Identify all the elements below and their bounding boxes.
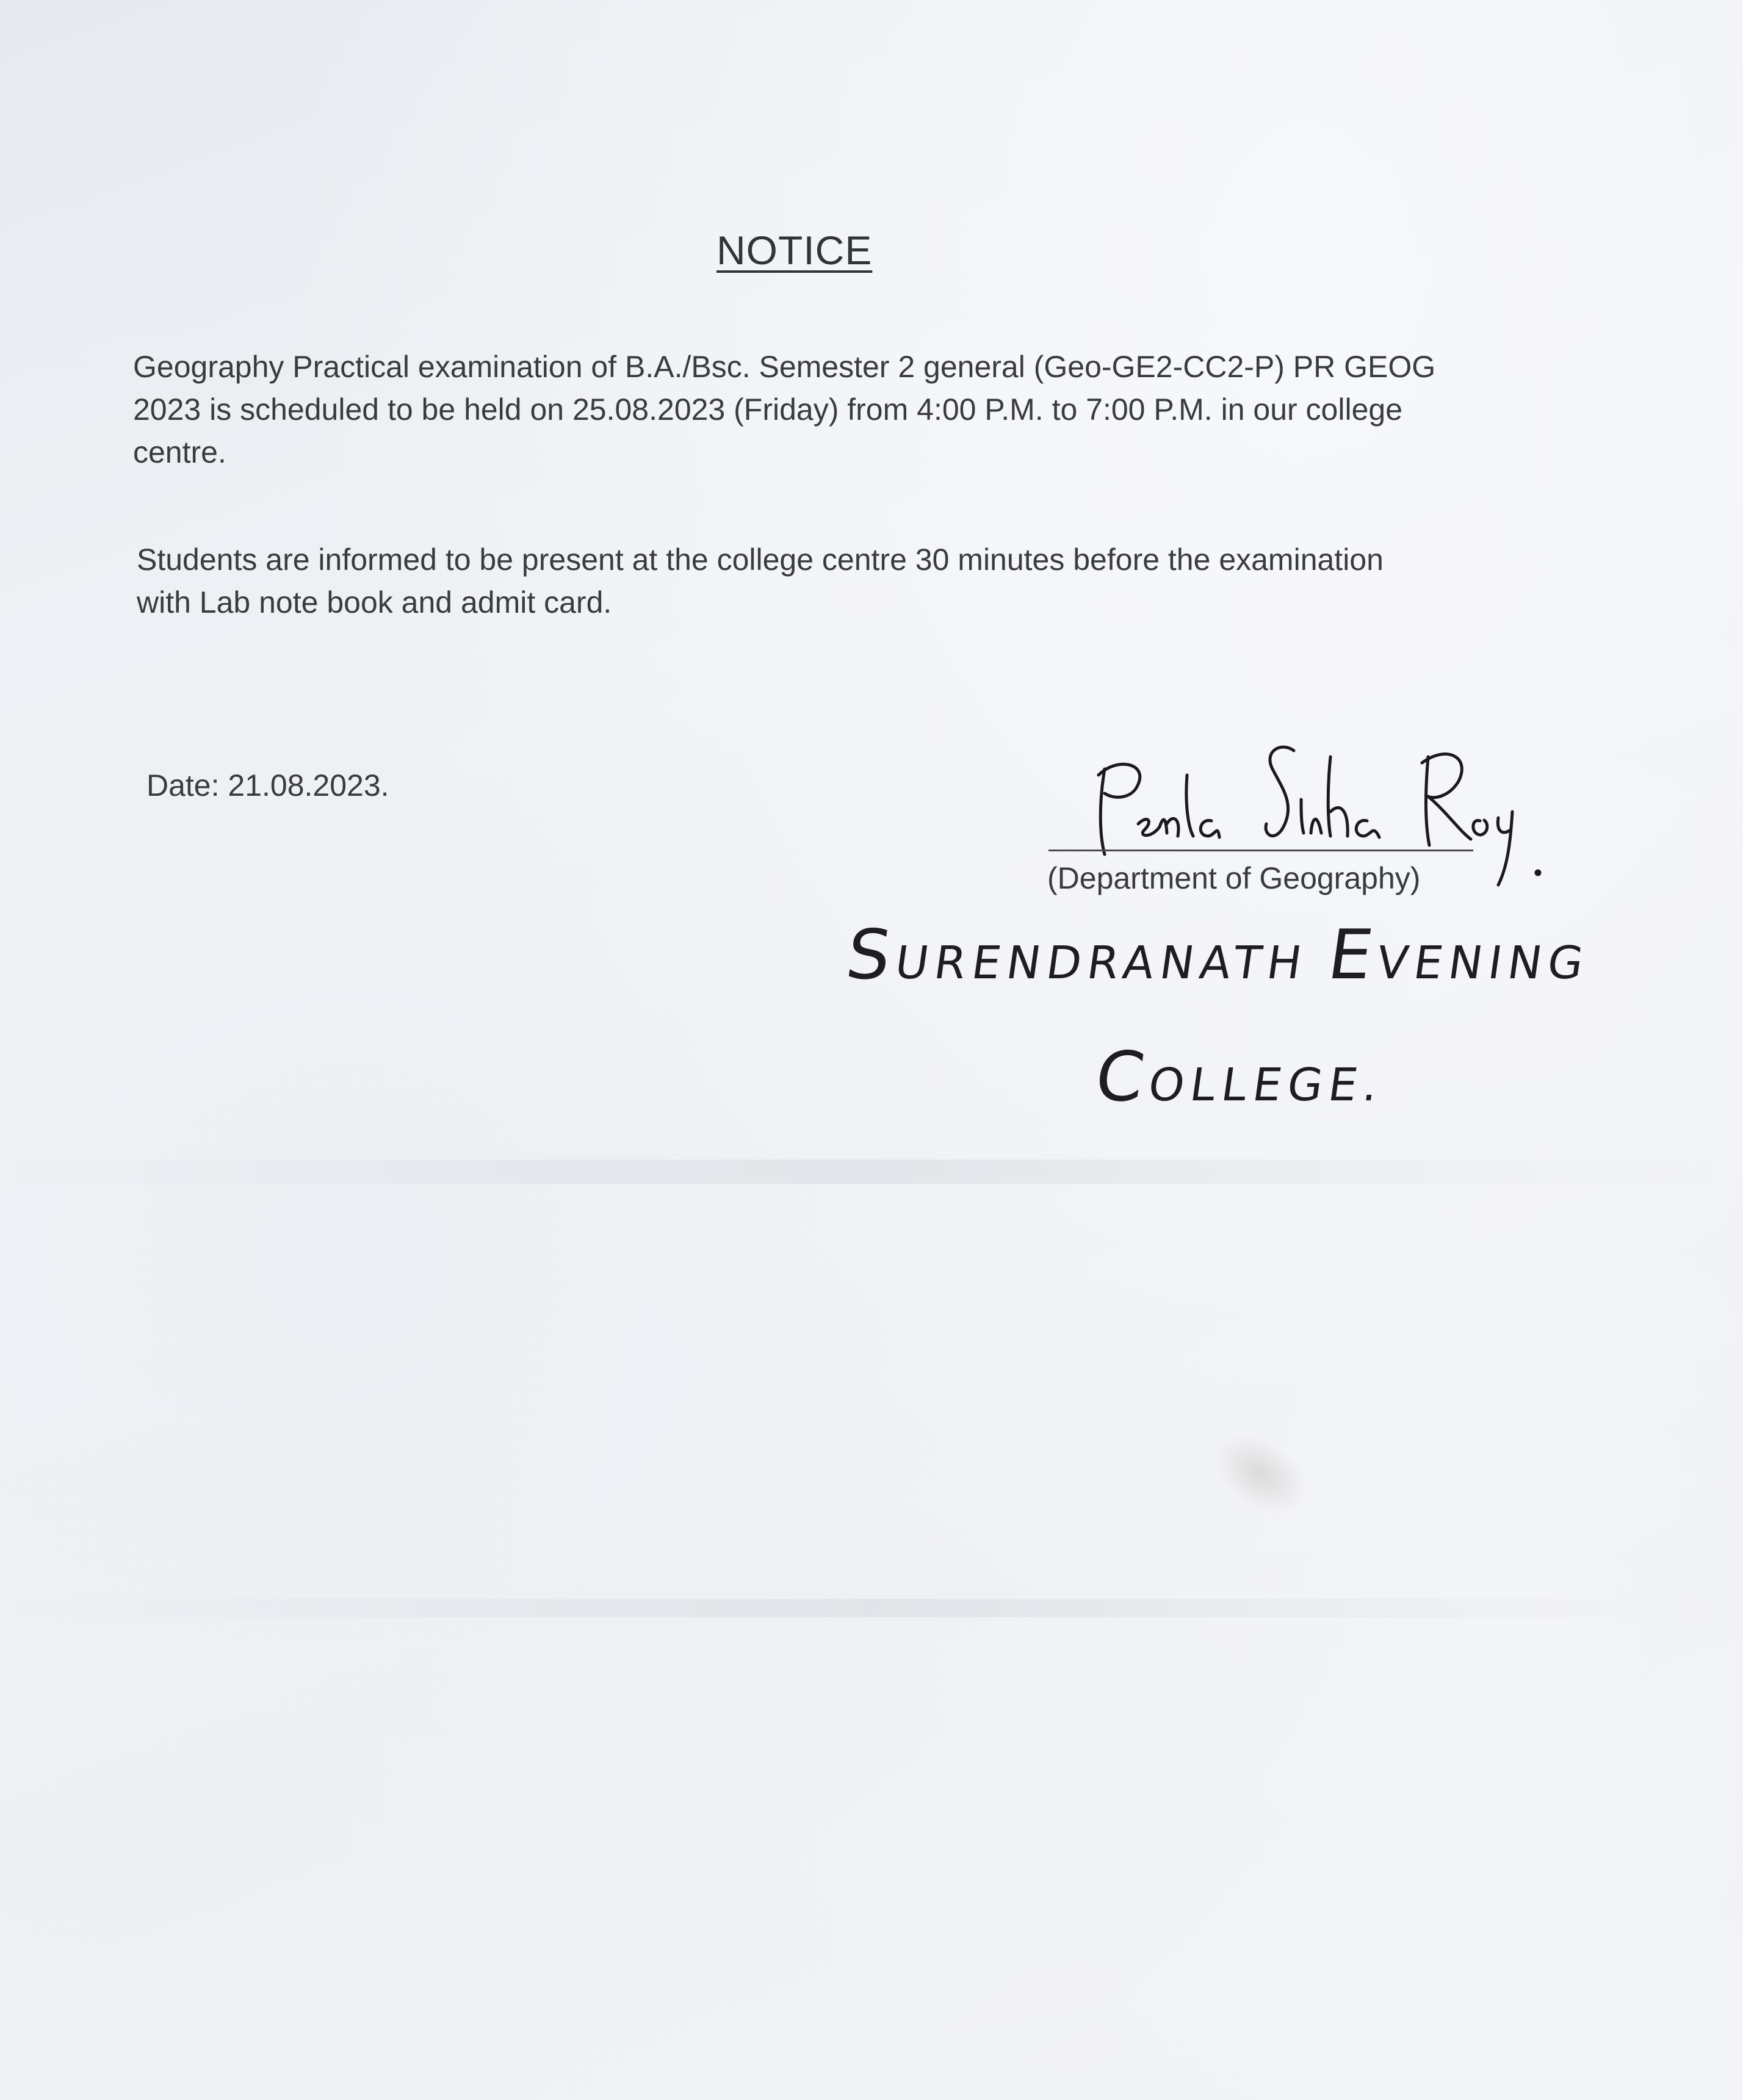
paragraph-line: centre. [133,435,226,469]
college-name-line-1 [842,915,1596,995]
paper-smudge [1199,1416,1322,1531]
handwritten-text: VENING [1373,937,1593,989]
paragraph-line: Geography Practical examination of B.A./Bsc. Semester 2 general (Geo-GE2-CC2-P) PR GEOG [133,350,1436,384]
notice-date: Date: 21.08.2023. [146,768,389,803]
paper-crease [0,1160,1743,1184]
handwritten-cap: C [1090,1037,1156,1117]
paragraph-line: Students are informed to be present at the college centre 30 minutes before the examination [137,543,1384,577]
paragraph-line: with Lab note book and admit card. [137,585,612,619]
paragraph-line: 2023 is scheduled to be held on 25.08.2023 (Friday) from 4:00 P.M. to 7:00 P.M. in our college [133,392,1403,427]
handwritten-text: URENDRANATH [892,937,1332,989]
paper-crease [0,1599,1743,1617]
signature-text: Perla Sinha Roy. [1080,708,1085,709]
college-name-line-2 [1091,1037,1391,1117]
notice-paragraph-instructions [137,538,1384,624]
signature-line [1048,850,1473,851]
signatory-department: (Department of Geography) [1047,861,1421,895]
notice-paragraph-schedule [133,345,1435,474]
handwritten-text: OLLEGE. [1145,1059,1388,1111]
handwritten-cap: E [1323,915,1384,995]
notice-title: NOTICE [716,228,873,273]
handwritten-cap: S [841,915,903,995]
